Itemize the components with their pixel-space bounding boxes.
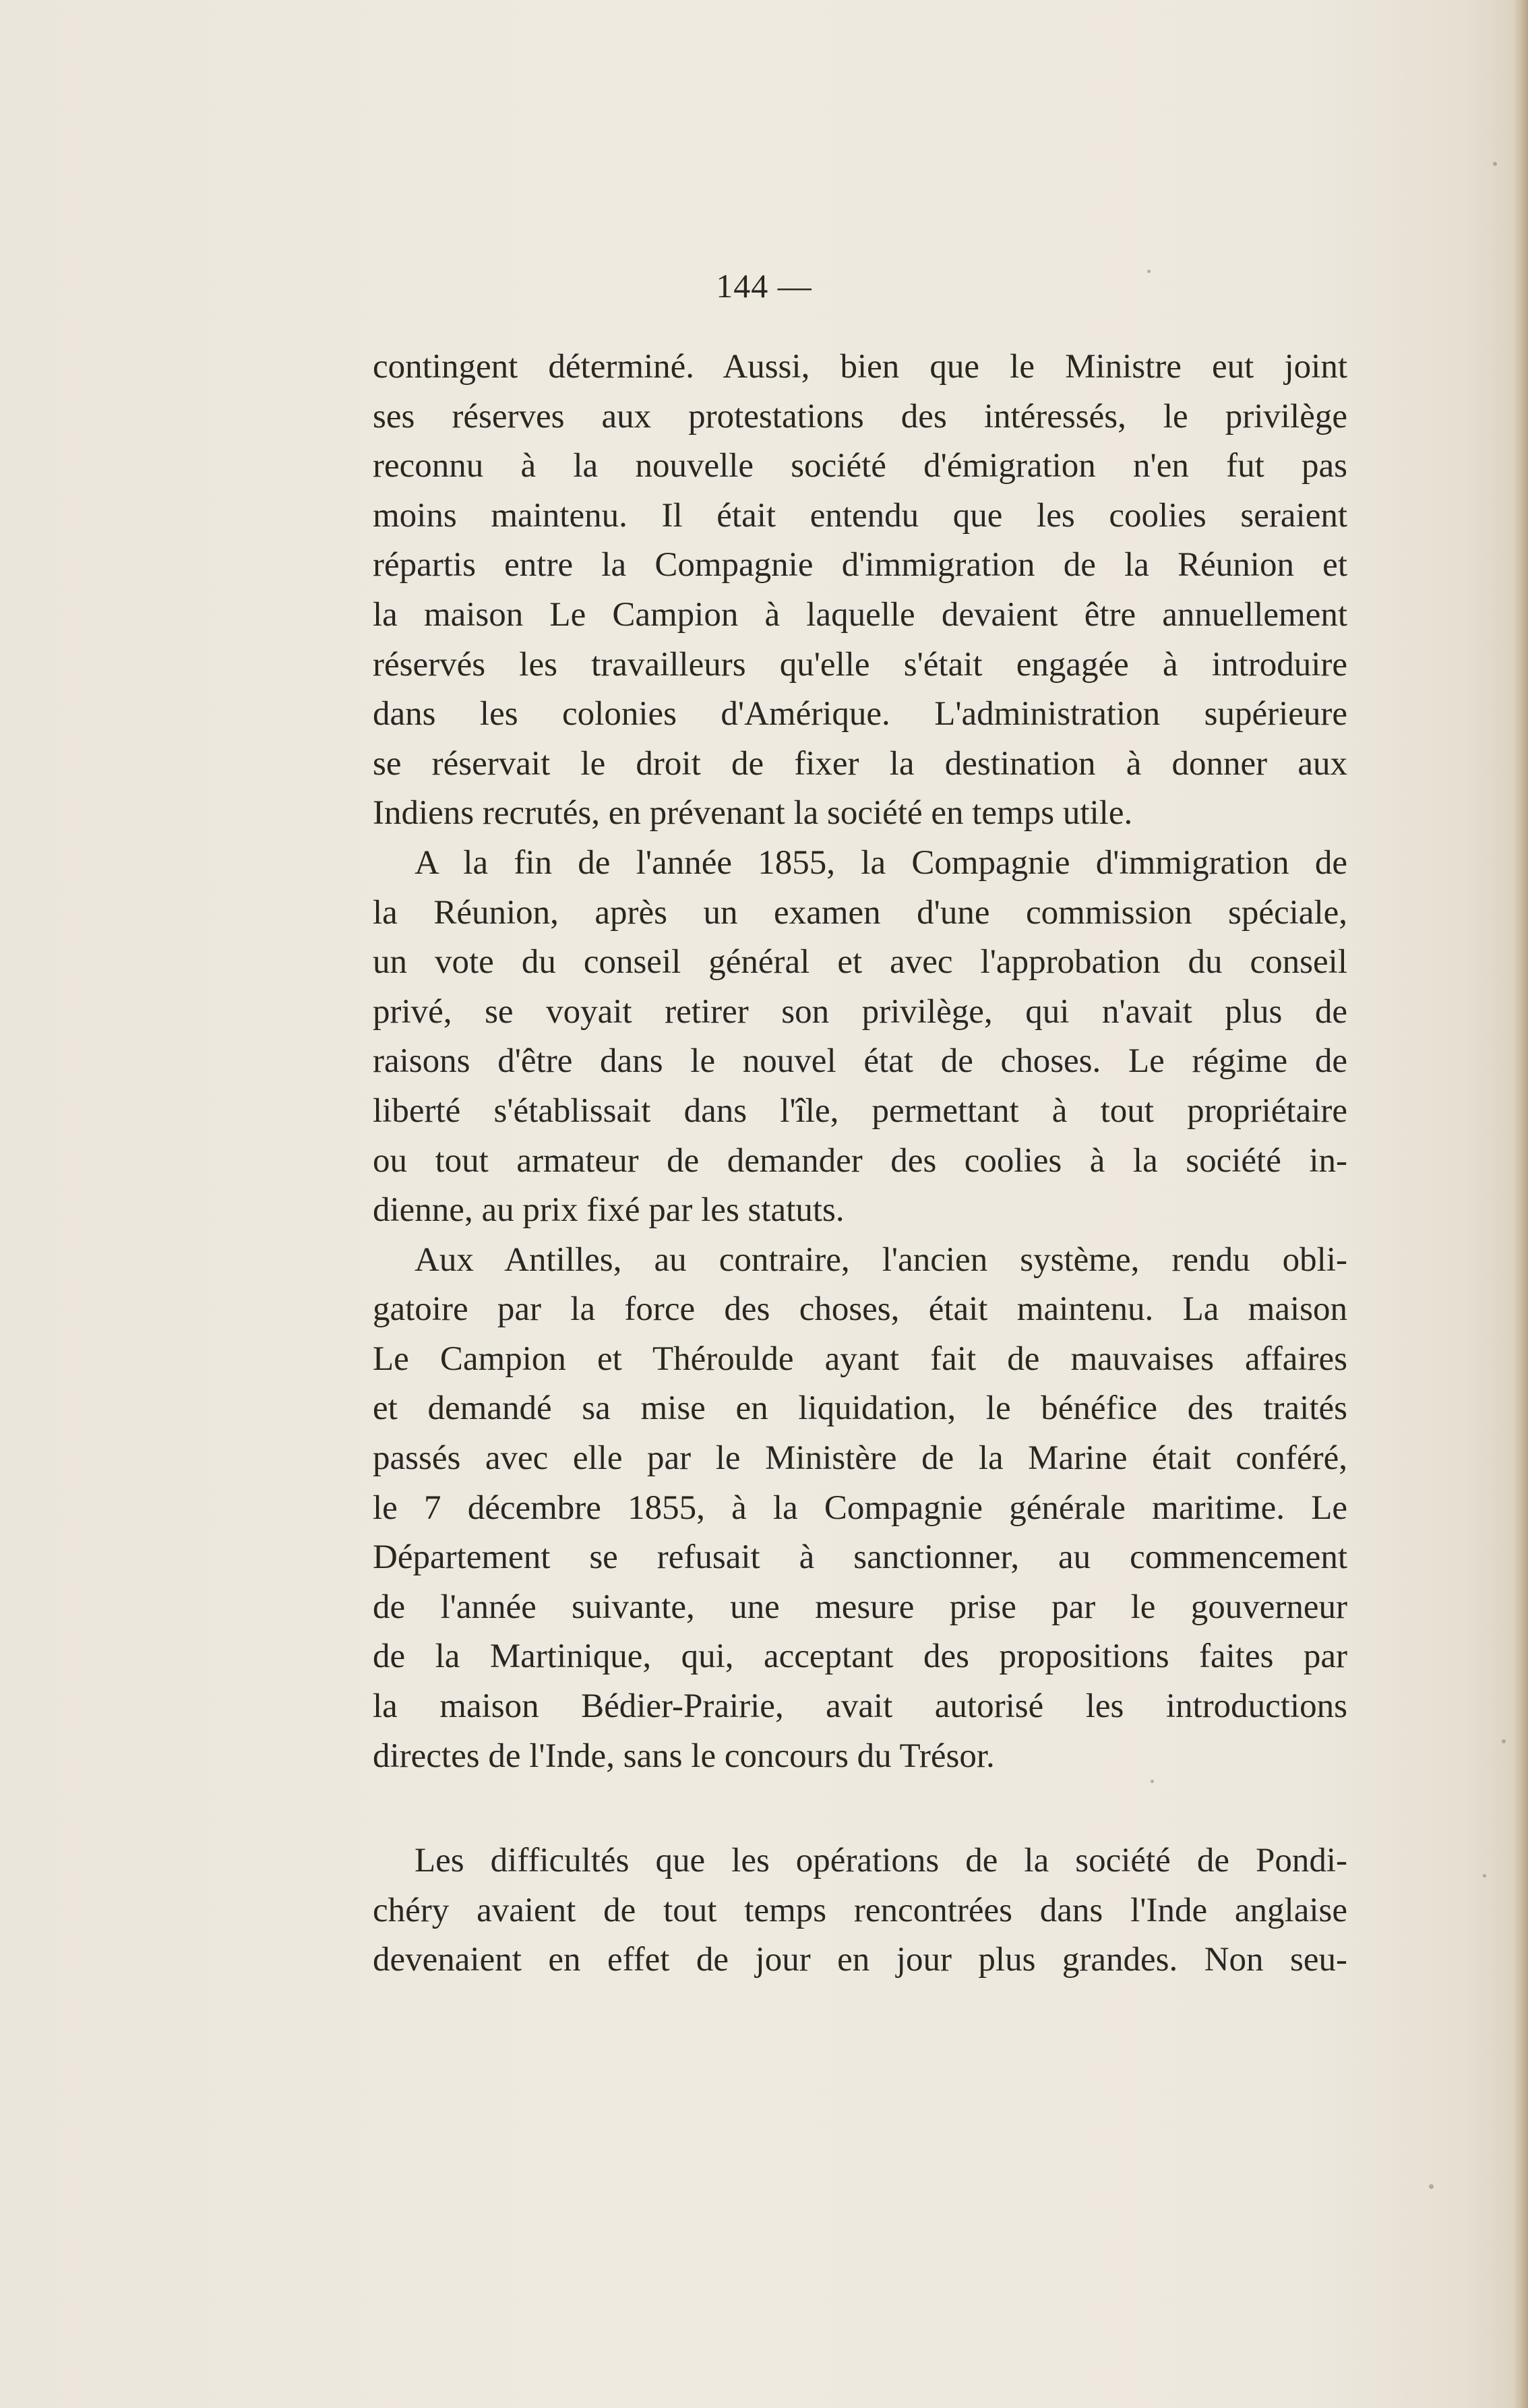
text-line: ses réserves aux protestations des intéressés, le privilège (373, 397, 1347, 435)
text-line: Indiens recrutés, en prévenant la société en temps utile. (373, 794, 1133, 833)
text-line: dans les colonies d'Amérique. L'administration supérieure (373, 695, 1347, 733)
text-line: et demandé sa mise en liquidation, le bénéfice des traités (373, 1389, 1347, 1428)
page-edge-shadow (1513, 0, 1528, 2408)
paragraph-4 (373, 1836, 1347, 1985)
text-line: directes de l'Inde, sans le concours du Trésor. (373, 1737, 995, 1775)
text-line: Les difficultés que les opérations de la société de Pondi- (415, 1842, 1347, 1880)
text-line: la maison Bédier-Prairie, avait autorisé les introductions (373, 1687, 1347, 1726)
text-line: la Réunion, après un examen d'une commission spéciale, (373, 893, 1347, 932)
text-line: chéry avaient de tout temps rencontrées dans l'Inde anglaise (373, 1891, 1347, 1929)
text-line: privé, se voyait retirer son privilège, qui n'avait plus de (373, 992, 1347, 1031)
text-line: de l'année suivante, une mesure prise par le gouverneur (373, 1588, 1347, 1626)
text-line: moins maintenu. Il était entendu que les coolies seraient (373, 496, 1347, 535)
paper-speck (1147, 270, 1151, 273)
text-line: répartis entre la Compagnie d'immigration de la Réunion et (373, 546, 1347, 584)
text-line: se réservait le droit de fixer la destination à donner aux (373, 744, 1347, 783)
text-line: la maison Le Campion à laquelle devaient être annuellement (373, 595, 1347, 634)
paper-speck (1502, 1739, 1506, 1743)
text-line: ou tout armateur de demander des coolies à la société in- (373, 1141, 1347, 1180)
text-line: un vote du conseil général et avec l'approbation du conseil (373, 943, 1347, 982)
text-line: réservés les travailleurs qu'elle s'était engagée à introduire (373, 645, 1347, 684)
paragraph-gap (373, 1781, 1347, 1836)
paper-speck (1151, 1780, 1154, 1783)
paper-speck (1483, 1874, 1486, 1877)
page-number: 144 — (716, 267, 812, 305)
text-line: reconnu à la nouvelle société d'émigration n'en fut pas (373, 447, 1347, 485)
paragraph-2 (373, 839, 1347, 1236)
text-line: Département se refusait à sanctionner, au commencement (373, 1538, 1347, 1577)
text-line: Aux Antilles, au contraire, l'ancien système, rendu obli- (415, 1240, 1347, 1279)
text-line: raisons d'être dans le nouvel état de choses. Le régime de (373, 1042, 1347, 1081)
text-line: A la fin de l'année 1855, la Compagnie d'immigration de (415, 843, 1347, 882)
text-line: gatoire par la force des choses, était maintenu. La maison (373, 1290, 1347, 1329)
text-line: devenaient en effet de jour en jour plus grandes. Non seu- (373, 1941, 1347, 1979)
text-line: passés avec elle par le Ministère de la Marine était conféré, (373, 1439, 1347, 1478)
body-text (373, 342, 1347, 1985)
text-line: de la Martinique, qui, acceptant des propositions faites par (373, 1637, 1347, 1676)
paragraph-3 (373, 1236, 1347, 1782)
text-line: le 7 décembre 1855, à la Compagnie générale maritime. Le (373, 1488, 1347, 1527)
text-line: contingent déterminé. Aussi, bien que le Ministre eut joint (373, 348, 1347, 386)
text-line: Le Campion et Théroulde ayant fait de mauvaises affaires (373, 1340, 1347, 1378)
text-line: liberté s'établissait dans l'île, permettant à tout propriétaire (373, 1091, 1347, 1130)
text-line: dienne, au prix fixé par les statuts. (373, 1191, 845, 1230)
paper-speck (1429, 2184, 1434, 2189)
paper-speck (1493, 162, 1497, 166)
paragraph-1 (373, 342, 1347, 839)
